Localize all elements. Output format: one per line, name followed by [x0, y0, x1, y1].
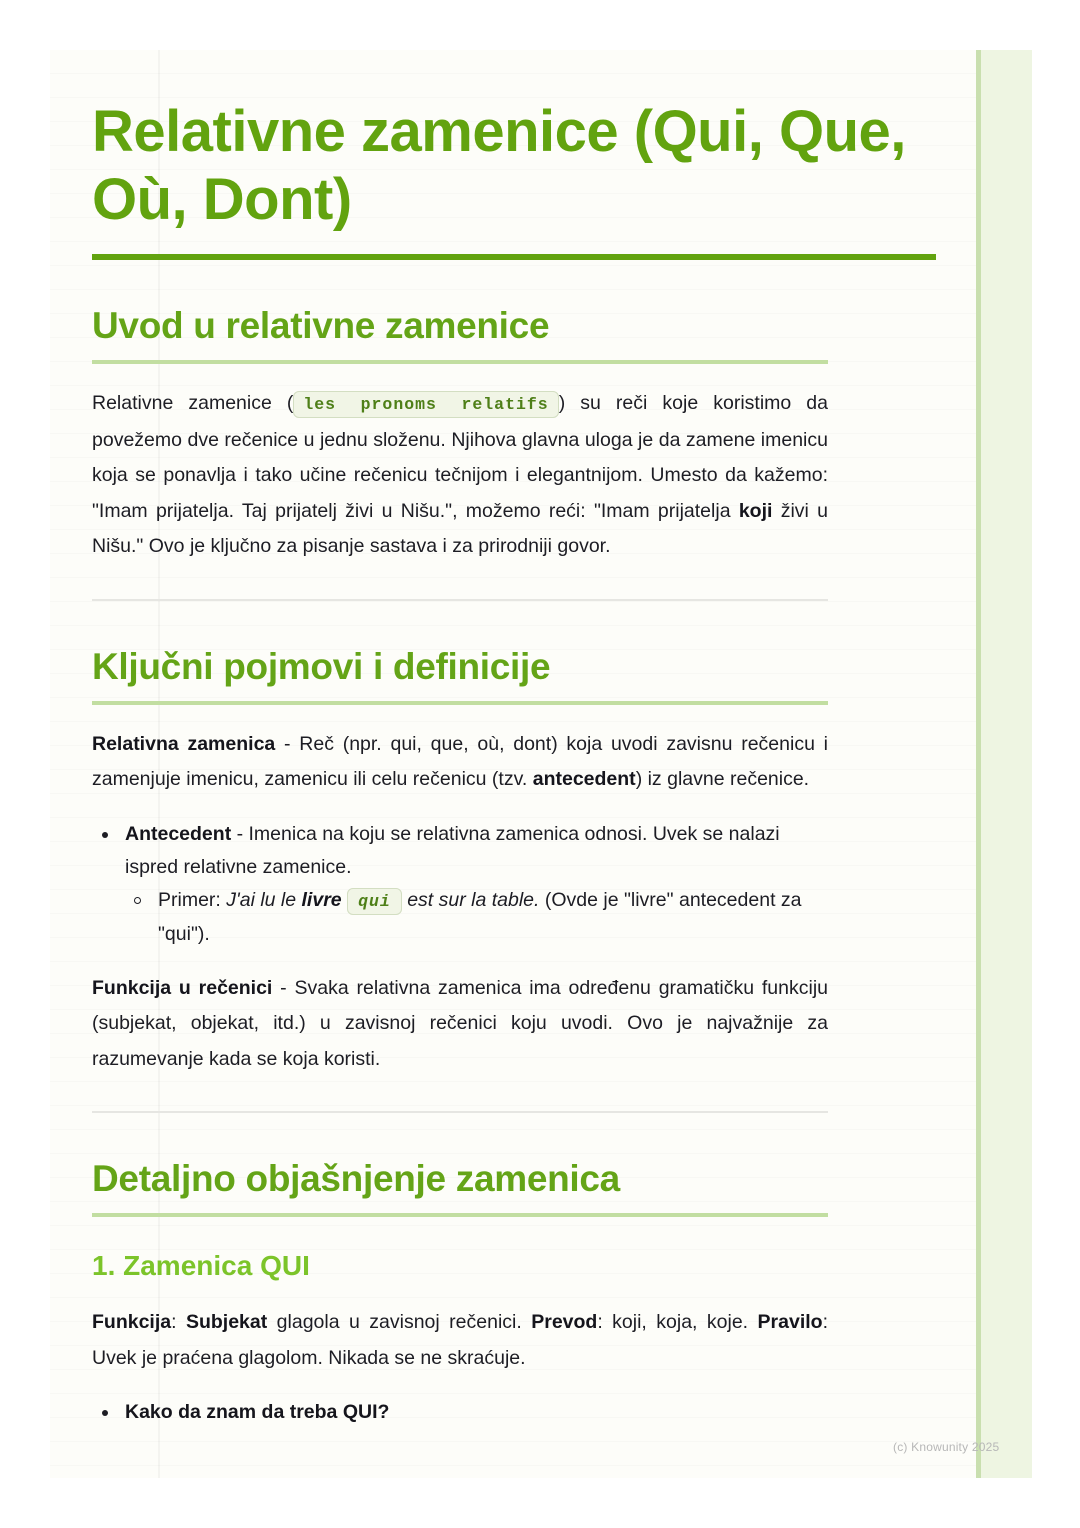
text: : Uvek je praćena glagolom. Nikada se ne skraćuje.: [92, 1311, 828, 1369]
text: - Reč (npr. qui, que, où, dont) koja uvodi zavisnu rečenicu i zamenjuje imenicu, zamenicu ili celu rečenicu (tzv.: [92, 732, 828, 790]
document-content: [92, 98, 936, 1429]
bold-question: Kako da znam da treba QUI?: [125, 1401, 390, 1423]
bold-livre: livre: [301, 888, 342, 911]
term: Funkcija u rečenici: [92, 976, 273, 999]
text: : koji, koja, koje.: [597, 1311, 758, 1333]
bold-antecedent: antecedent: [532, 768, 636, 790]
term: Antecedent: [125, 822, 232, 845]
section-intro: [92, 304, 828, 601]
document-page: [50, 50, 1032, 1478]
section-details: [92, 1157, 828, 1429]
code-chip-les-pronoms-relatifs: les pronoms relatifs: [293, 391, 558, 418]
text: (Ovde je "livre" antecedent za "qui").: [158, 888, 802, 945]
qui-list: [92, 1396, 828, 1429]
list-item-antecedent: [92, 818, 828, 951]
qui-description: [92, 1305, 828, 1376]
example-text: J'ai lu le: [226, 888, 302, 911]
text: :: [171, 1311, 186, 1333]
label-pravilo: Pravilo: [757, 1311, 823, 1333]
example-text: est sur la table.: [401, 888, 540, 911]
text: glagola u zavisnoj rečenici.: [267, 1311, 532, 1333]
definition-list: [92, 818, 828, 951]
section-divider: [92, 1111, 828, 1113]
code-chip-qui: qui: [347, 888, 402, 915]
text: - Imenica na koju se relativna zamenica odnosi. Uvek se nalazi ispred relativne zamenice.: [125, 822, 780, 878]
section-heading-details: Detaljno objašnjenje zamenica: [92, 1157, 828, 1217]
label-prevod: Prevod: [531, 1311, 598, 1333]
definition-funkcija: [92, 971, 828, 1078]
section-heading-intro: Uvod u relativne zamenice: [92, 304, 828, 364]
section-key-terms: [92, 645, 828, 1114]
bold-koji: koji: [738, 499, 773, 522]
text: živi u Nišu." Ovo je ključno za pisanje sastava i za prirodniji govor.: [92, 499, 828, 557]
page-title: Relativne zamenice (Qui, Que, Où, Dont): [92, 98, 936, 260]
watermark: (c) Knowunity 2025: [893, 1440, 1000, 1454]
list-item-kako: [92, 1396, 828, 1429]
section-heading-key-terms: Ključni pojmovi i definicije: [92, 645, 828, 705]
text: ) su reči koje koristimo da povežemo dve rečenice u jednu složenu. Njihova glavna uloga je da zamene imenicu koja se ponavlja i tako učine rečenicu tečnijom i elegantnijom. Umesto da kažemo: "Imam prijatelja. Taj prijatelj živi u Nišu.", možemo reći: "Imam prijatelja: [92, 392, 828, 522]
text: - Svaka relativna zamenica ima određenu gramatičku funkciju (subjekat, objekat, itd.) u zavisnoj rečenici koju uvodi. Ovo je najvažnije za razumevanje kada se koja koristi.: [92, 976, 828, 1070]
bold-subjekat: Subjekat: [185, 1311, 268, 1333]
sub-list: [125, 884, 828, 951]
subsection-heading-qui: 1. Zamenica QUI: [92, 1250, 310, 1281]
term: Relativna zamenica: [92, 732, 276, 755]
side-strip: [976, 50, 1032, 1478]
definition-relativna-zamenica: [92, 727, 828, 798]
intro-paragraph: [92, 386, 828, 565]
section-divider: [92, 599, 828, 601]
example-label: Primer:: [158, 888, 227, 911]
list-item-example: [125, 884, 828, 951]
label-funkcija: Funkcija: [92, 1311, 172, 1333]
text: ) iz glavne rečenice.: [635, 768, 810, 790]
text: Relativne zamenice (: [92, 392, 294, 414]
